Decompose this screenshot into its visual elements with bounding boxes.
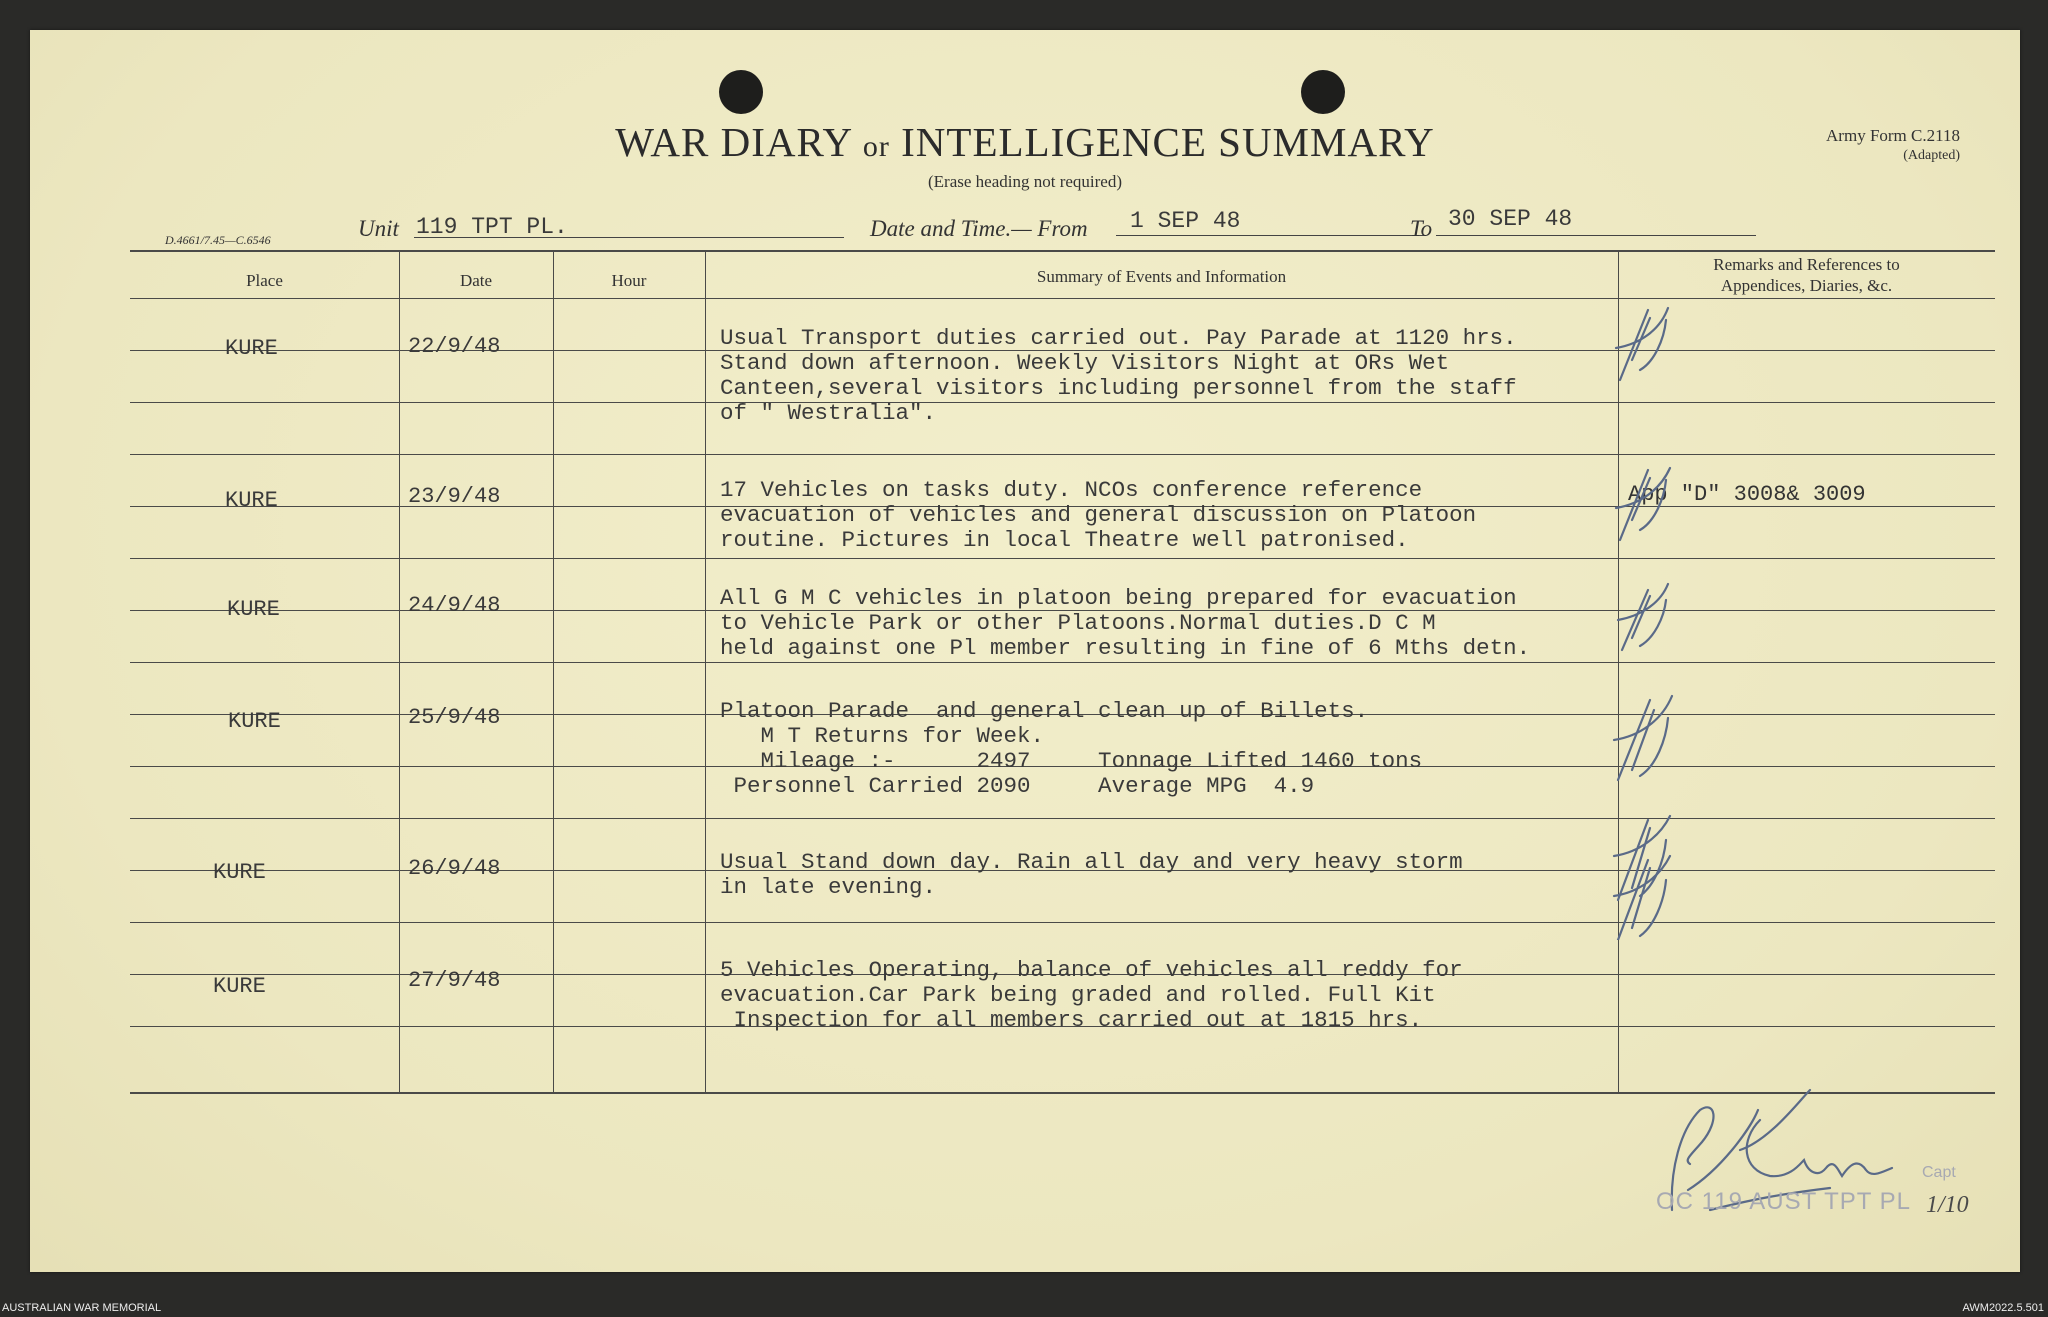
folio-number: 1/10: [1926, 1192, 1969, 1218]
column-divider: [399, 252, 400, 1092]
entry-summary: Usual Transport duties carried out. Pay Parade at 1120 hrs. Stand down afternoon. Weekly Visitors Night at ORs Wet Canteen,several visitors including personnel from the staff of " Westralia".: [720, 325, 1517, 426]
from-date-value: 1 SEP 48: [1130, 208, 1241, 234]
form-code: D.4661/7.45—C.6546: [165, 233, 271, 247]
date-time-label: Date and Time.— From: [870, 216, 1088, 241]
column-divider: [553, 252, 554, 1092]
diary-page: [30, 30, 2020, 1272]
army-form-number: Army Form C.2118 (Adapted): [1826, 126, 1960, 163]
entry-place: KURE: [227, 597, 280, 622]
unit-value: 119 TPT PL.: [416, 214, 568, 240]
entry-place: KURE: [213, 974, 266, 999]
unit-stamp: OC 119 AUST TPT PL: [1656, 1188, 1911, 1215]
entry-place: KURE: [225, 488, 278, 513]
entry-remarks: App "D" 3008& 3009: [1628, 482, 1866, 507]
entry-summary: 5 Vehicles Operating, balance of vehicles all reddy for evacuation.Car Park being graded and rolled. Full Kit Inspection for all members carried out at 1815 hrs.: [720, 957, 1463, 1033]
entry-place: KURE: [213, 860, 266, 885]
entry-date: 26/9/48: [408, 856, 501, 881]
column-header-remarks: Remarks and References to Appendices, Diaries, &c.: [1713, 255, 1900, 295]
archive-credit: AUSTRALIAN WAR MEMORIAL: [2, 1302, 162, 1314]
page-subtitle: (Erase heading not required): [928, 172, 1122, 191]
entry-date: 22/9/48: [408, 334, 501, 359]
entry-date: 24/9/48: [408, 593, 501, 618]
to-label: To: [1410, 216, 1433, 241]
entry-summary: 17 Vehicles on tasks duty. NCOs conference reference evacuation of vehicles and general discussion on Platoon routine. Pictures in local Theatre well patronised.: [720, 477, 1477, 553]
column-divider: [705, 252, 706, 1092]
column-header-hour: Hour: [611, 271, 647, 290]
page-title: WAR DIARY or INTELLIGENCE SUMMARY: [615, 119, 1435, 165]
entry-date: 27/9/48: [408, 968, 501, 993]
column-header-summary: Summary of Events and Information: [1036, 267, 1287, 286]
column-header-place: Place: [246, 271, 283, 290]
entry-date: 25/9/48: [408, 705, 501, 730]
from-underline: [1116, 235, 1426, 236]
entry-date: 23/9/48: [408, 484, 501, 509]
unit-label: Unit: [358, 216, 399, 241]
entry-summary: Platoon Parade and general clean up of Billets. M T Returns for Week. Mileage :- 2497 Tonnage Lifted 1460 tons Personnel Carried 2090 Average MPG 4.9: [720, 698, 1423, 799]
punch-hole: [719, 70, 763, 114]
table-top-border: [130, 250, 1995, 252]
to-date-value: 30 SEP 48: [1448, 206, 1573, 232]
archive-reference: AWM2022.5.501: [1962, 1302, 2044, 1314]
unit-underline: [414, 237, 844, 238]
handwritten-initials: [1610, 300, 1680, 940]
signature-rank: Capt: [1922, 1164, 1956, 1181]
entry-summary: All G M C vehicles in platoon being prepared for evacuation to Vehicle Park or other Platoons.Normal duties.D C M held against one Pl member resulting in fine of 6 Mths detn.: [720, 585, 1531, 661]
entry-place: KURE: [228, 709, 281, 734]
entry-place: KURE: [225, 336, 278, 361]
to-underline: [1436, 235, 1756, 236]
punch-hole: [1301, 70, 1345, 114]
column-header-date: Date: [459, 271, 493, 290]
entry-summary: Usual Stand down day. Rain all day and very heavy storm in late evening.: [720, 849, 1463, 900]
